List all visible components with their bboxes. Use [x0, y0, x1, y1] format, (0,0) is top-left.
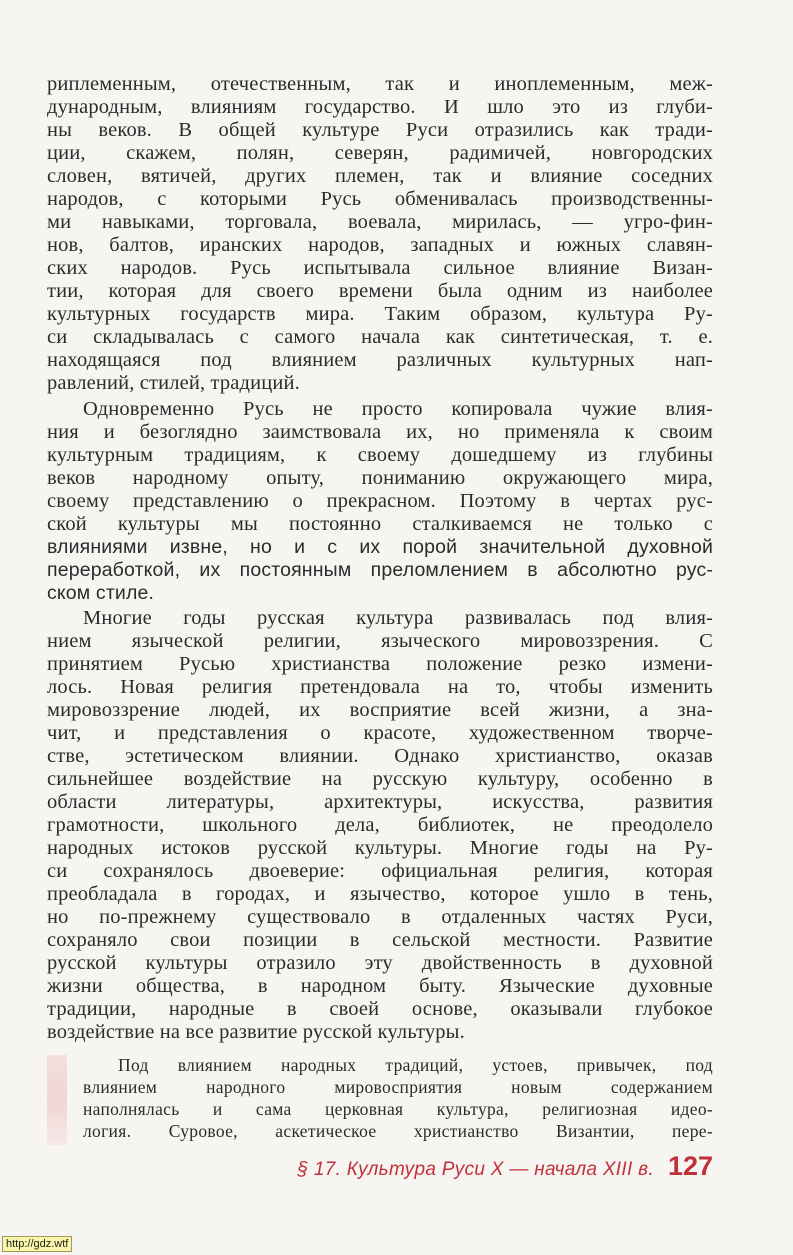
- text-line: дународным, влияниям государство. И шло это из глуби-: [47, 96, 713, 118]
- text-line: но по-прежнему существовало в отдаленных частях Руси,: [47, 906, 713, 928]
- small-text-line: влиянием народного мировосприятия новым содержанием: [83, 1077, 713, 1097]
- text-line: ском стиле.: [47, 582, 155, 604]
- text-line: си складывалась с самого начала как синтетическая, т. е.: [47, 326, 713, 348]
- watermark-label: http://gdz.wtf: [2, 1236, 72, 1252]
- small-text-line: Под влиянием народных традиций, устоев, привычек, под: [118, 1055, 713, 1075]
- text-line: чит, и представления о красоте, художественном творче-: [47, 722, 713, 744]
- text-line: Многие годы русская культура развивалась под влия-: [83, 607, 713, 629]
- text-line: лось. Новая религия претендовала на то, чтобы изменить: [47, 676, 713, 698]
- text-line: культурных государств мира. Таким образом, культура Ру-: [47, 303, 713, 325]
- text-line: равлений, стилей, традиций.: [47, 372, 300, 394]
- text-line: влияниями извне, но и с их порой значительной духовной: [47, 536, 713, 558]
- text-line: переработкой, их постоянным преломлением в абсолютно рус-: [47, 559, 713, 581]
- small-text-line: наполнялась и сама церковная культура, религиозная идео-: [83, 1099, 713, 1119]
- text-line: грамотности, школьного дела, библиотек, не преодолело: [47, 814, 713, 836]
- text-line: сильнейшее воздействие на русскую культуру, особенно в: [47, 768, 713, 790]
- text-line: народных истоков русской культуры. Многие годы на Ру-: [47, 837, 713, 859]
- text-line: ны веков. В общей культуре Руси отразились как тради-: [47, 119, 713, 141]
- text-line: риплеменным, отечественным, так и иноплеменным, меж-: [47, 73, 713, 95]
- text-line: ции, скажем, полян, северян, радимичей, новгородских: [47, 142, 713, 164]
- text-line: преобладала в городах, и язычество, которое ушло в тень,: [47, 883, 713, 905]
- text-line: Одновременно Русь не просто копировала чужие влия-: [83, 398, 713, 420]
- small-text-line: логия. Суровое, аскетическое христианство Византии, пере-: [83, 1121, 713, 1141]
- text-line: находящаяся под влиянием различных культурных нап-: [47, 349, 713, 371]
- page-footer: [297, 1151, 713, 1182]
- text-line: своему представлению о прекрасном. Поэтому в чертах рус-: [47, 490, 713, 512]
- text-line: ской культуры мы постоянно сталкиваемся не только с: [47, 513, 713, 535]
- text-line: си сохранялось двоеверие: официальная религия, которая: [47, 860, 713, 882]
- text-line: русской культуры отразило эту двойственность в духовной: [47, 952, 713, 974]
- text-line: жизни общества, в народном быту. Языческие духовные: [47, 975, 713, 997]
- page-number: 127: [667, 1151, 713, 1181]
- margin-color-mark: [47, 1055, 67, 1145]
- text-line: мировоззрение людей, их восприятие всей жизни, а зна-: [47, 699, 713, 721]
- text-line: ских народов. Русь испытывала сильное влияние Визан-: [47, 257, 713, 279]
- text-line: веков народному опыту, пониманию окружающего мира,: [47, 467, 713, 489]
- text-line: принятием Русью христианства положение резко измени-: [47, 653, 713, 675]
- text-line: воздействие на все развитие русской культуры.: [47, 1021, 465, 1043]
- text-line: тии, которая для своего времени была одним из наиболее: [47, 280, 713, 302]
- text-line: нием языческой религии, языческого мировоззрения. С: [47, 630, 713, 652]
- text-line: стве, эстетическом влиянии. Однако христианство, оказав: [47, 745, 713, 767]
- text-line: ния и безоглядно заимствовала их, но применяла к своим: [47, 421, 713, 443]
- text-line: словен, вятичей, других племен, так и влияние соседних: [47, 165, 713, 187]
- text-line: традиции, народные в своей основе, оказывали глубокое: [47, 998, 713, 1020]
- text-line: нов, балтов, иранских народов, западных и южных славян-: [47, 234, 713, 256]
- running-head: § 17. Культура Руси X — начала XIII в.: [297, 1159, 654, 1180]
- text-line: сохраняло свои позиции в сельской местности. Развитие: [47, 929, 713, 951]
- text-line: ми навыками, торговала, воевала, мирилась, — угро-фин-: [47, 211, 713, 233]
- text-line: культурным традициям, к своему дошедшему из глубины: [47, 444, 713, 466]
- text-line: народов, с которыми Русь обменивалась производственны-: [47, 188, 713, 210]
- text-line: области литературы, архитектуры, искусства, развития: [47, 791, 713, 813]
